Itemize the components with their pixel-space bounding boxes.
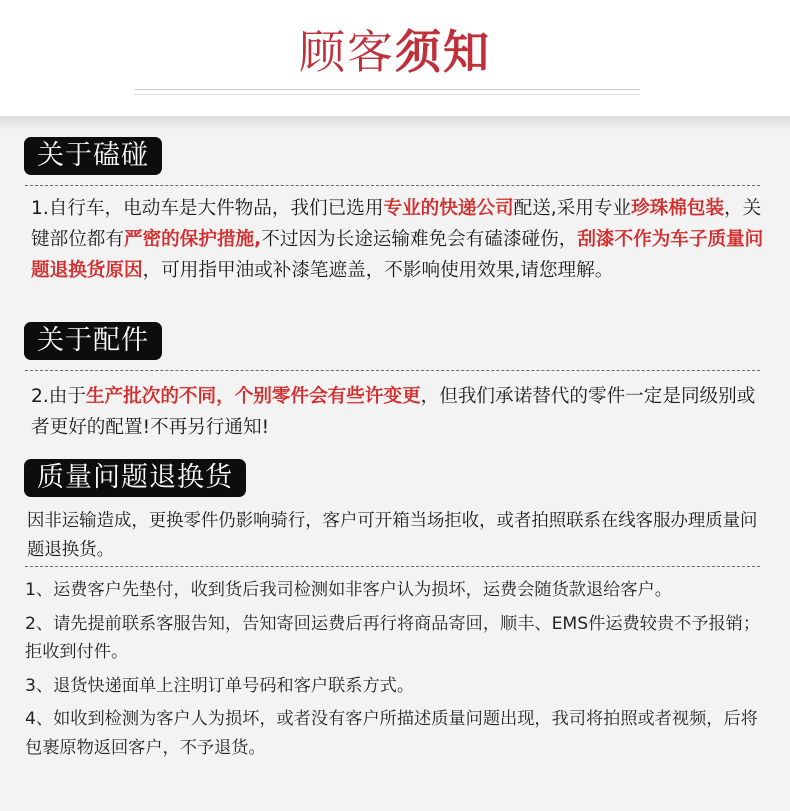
- highlight-batch-change: 生产批次的不同，个别零件会有些许变更: [85, 386, 421, 407]
- section-heading-collision: 关于磕碰: [24, 137, 162, 175]
- dashed-divider: [25, 185, 760, 186]
- highlight-packaging: 珍珠棉包装: [631, 198, 725, 219]
- text-segment: 配送,采用专业: [513, 198, 632, 219]
- dashed-divider: [25, 370, 760, 371]
- section-heading-quality: 质量问题退换货: [24, 459, 246, 497]
- list-item: 1、运费客户先垫付，收到货后我司检测如非客户认为损坏，运费会随货款退给客户。: [25, 580, 672, 600]
- text-segment: 不过因为长途运输难免会有磕漆碰伤，: [261, 229, 578, 250]
- quality-intro: 因非运输造成，更换零件仍影响骑行，客户可开箱当场拒收，或者拍照联系在线客服办理质量问题退换货。: [27, 511, 758, 560]
- list-item: 4、如收到检测为客户人为损坏，或者没有客户所描述质量问题出现，我司将拍照或者视频，后将包裹原物返回客户，不予退货。: [25, 709, 758, 758]
- list-item: 2、请先提前联系客服告知，告知寄回运费后再行将商品寄回，顺丰、EMS件运费较贵不予报销；拒收到付件。: [25, 613, 761, 662]
- header-shadow: [0, 116, 790, 130]
- text-segment: 2.由于: [31, 386, 86, 407]
- title-bold: 须知: [395, 25, 491, 79]
- section-heading-parts: 关于配件: [24, 322, 162, 360]
- page-title: [0, 22, 790, 82]
- text-segment: ，但我们承诺替代的零件一定是同级别或者更好的配置!不再另行通知!: [31, 386, 756, 438]
- header-banner: [0, 0, 790, 120]
- highlight-paint-policy: 刮漆不作为车子质量问题退换货原因: [31, 229, 764, 281]
- list-item: 3、退货快递面单上注明订单号码和客户联系方式。: [25, 675, 415, 696]
- text-segment: ，关键部位都有: [31, 198, 762, 250]
- title-divider: [135, 89, 640, 90]
- highlight-protection: 严密的保护措施,: [123, 229, 262, 250]
- title-divider-secondary: [135, 94, 640, 95]
- parts-paragraph: [31, 381, 766, 443]
- title-light: 顾客: [299, 25, 395, 79]
- quality-list: [25, 576, 765, 767]
- text-segment: ，可用指甲油或补漆笔遮盖，不影响使用效果,请您理解。: [142, 260, 614, 281]
- text-segment: 1.自行车，电动车是大件物品，我们已选用: [31, 198, 384, 219]
- highlight-courier: 专业的快递公司: [383, 198, 514, 219]
- collision-paragraph: [31, 193, 766, 286]
- dashed-divider: [25, 566, 760, 567]
